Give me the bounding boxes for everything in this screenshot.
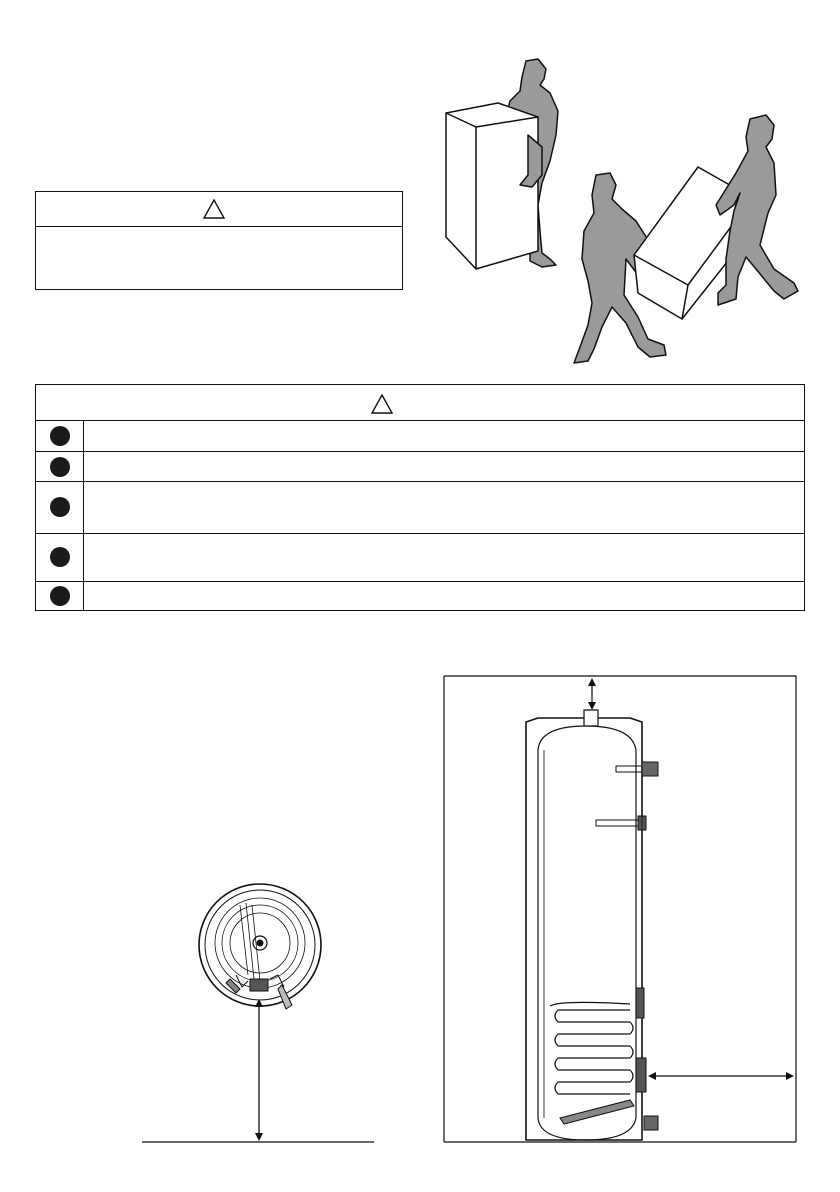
bullet-icon <box>50 586 70 606</box>
warning-row-text <box>92 582 796 611</box>
warning-table-header <box>36 385 804 421</box>
warning-row <box>36 420 804 451</box>
warning-row <box>36 481 804 533</box>
top-warning-header <box>36 192 402 227</box>
warning-triangle-icon <box>371 394 393 414</box>
bullet-icon <box>50 497 70 517</box>
warning-row <box>36 451 804 481</box>
top-warning-box <box>35 191 403 290</box>
warning-table <box>35 384 805 611</box>
warning-row-text <box>92 534 796 581</box>
bullet-icon <box>50 426 70 446</box>
warning-row <box>36 533 804 581</box>
warning-row-text <box>92 421 796 451</box>
cylinder-top-view-diagram <box>140 875 380 1150</box>
warning-row-text <box>92 452 796 481</box>
people-carrying-boxes-illustration <box>438 55 808 375</box>
warning-row <box>36 581 804 611</box>
warning-triangle-icon <box>203 199 225 219</box>
top-warning-body <box>36 227 402 243</box>
warning-row-text <box>92 482 796 533</box>
bullet-icon <box>50 547 70 567</box>
cylinder-side-view-diagram <box>440 670 802 1150</box>
bullet-icon <box>50 457 70 477</box>
